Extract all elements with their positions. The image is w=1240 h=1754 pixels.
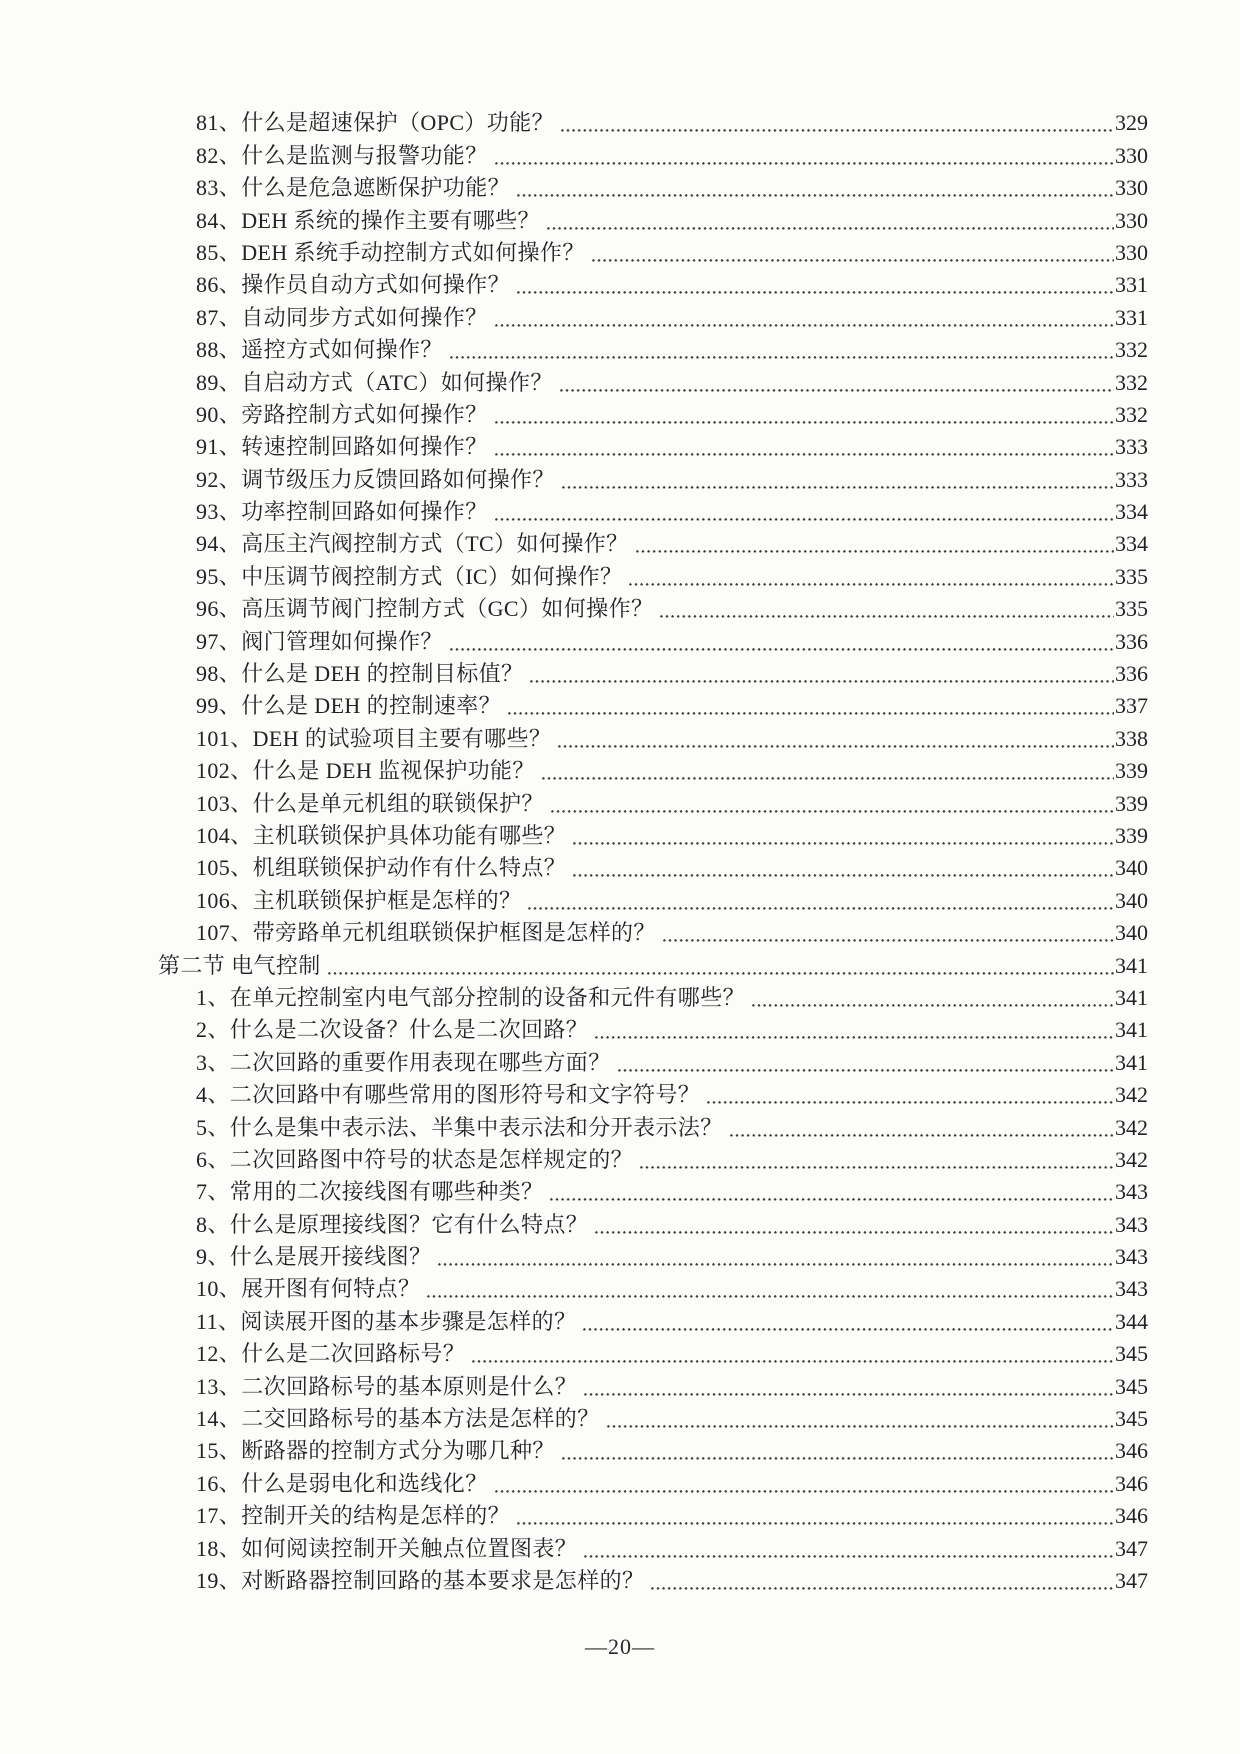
toc-entry-label: 15、断路器的控制方式分为哪几种？ (196, 1438, 555, 1464)
toc-row (0, 494, 1240, 526)
toc-row (0, 1465, 1240, 1497)
toc-row (0, 591, 1240, 623)
toc-row (0, 170, 1240, 202)
dotted-leader (495, 324, 1114, 327)
toc-row (0, 623, 1240, 655)
toc-entry-label: 84、DEH 系统的操作主要有哪些？ (196, 207, 540, 233)
toc-entry-label: 89、自启动方式（ATC）如何操作？ (196, 369, 553, 395)
toc-page-number: 332 (1115, 369, 1148, 395)
dotted-leader (542, 777, 1114, 780)
toc-page-number: 345 (1115, 1406, 1148, 1432)
toc-row (0, 1563, 1240, 1595)
toc-entry-label: 83、什么是危急遮断保护功能？ (196, 175, 511, 201)
toc-row (0, 202, 1240, 234)
dotted-leader (607, 1425, 1114, 1428)
dotted-leader (328, 972, 1114, 975)
toc-page-number: 330 (1115, 175, 1148, 201)
toc-page-number: 338 (1115, 725, 1148, 751)
dotted-leader (517, 291, 1114, 294)
dotted-leader (547, 227, 1114, 230)
toc-entry-label: 96、高压调节阀门控制方式（GC）如何操作？ (196, 596, 654, 622)
toc-row (0, 1336, 1240, 1368)
toc-page-number: 336 (1115, 661, 1148, 687)
toc-row (0, 364, 1240, 396)
toc-page-number: 337 (1115, 693, 1148, 719)
toc-page-number: 343 (1115, 1244, 1148, 1270)
toc-row (0, 105, 1240, 137)
toc-entry-label: 106、主机联锁保护框是怎样的？ (196, 887, 522, 913)
toc-page-number: 333 (1115, 434, 1148, 460)
toc-entry-label: 87、自动同步方式如何操作？ (196, 304, 488, 330)
toc-page-number: 332 (1115, 337, 1148, 363)
toc-page-number: 334 (1115, 531, 1148, 557)
toc-entry-label: 14、二交回路标号的基本方法是怎样的？ (196, 1406, 600, 1432)
toc-entry-label: 92、调节级压力反馈回路如何操作？ (196, 466, 555, 492)
toc-row (0, 1530, 1240, 1562)
dotted-leader (558, 745, 1114, 748)
dotted-leader (528, 907, 1114, 910)
toc-entry-label: 19、对断路器控制回路的基本要求是怎样的？ (196, 1567, 645, 1593)
dotted-leader (562, 486, 1114, 489)
dotted-leader (472, 1360, 1114, 1363)
toc-page-number: 340 (1115, 920, 1148, 946)
dotted-leader (450, 356, 1114, 359)
toc-row (0, 1239, 1240, 1271)
toc-row (0, 558, 1240, 590)
dotted-leader (438, 1263, 1114, 1266)
toc-entry-label: 11、阅读展开图的基本步骤是怎样的？ (196, 1308, 577, 1334)
toc-entry-label: 86、操作员自动方式如何操作？ (196, 272, 511, 298)
dotted-leader (583, 1328, 1114, 1331)
toc-row (0, 137, 1240, 169)
toc-entry-label: 1、在单元控制室内电气部分控制的设备和元件有哪些？ (196, 984, 746, 1010)
toc-row (0, 818, 1240, 850)
toc-page-number: 335 (1115, 596, 1148, 622)
toc-row (0, 850, 1240, 882)
dotted-leader (707, 1101, 1114, 1104)
toc-row (0, 1206, 1240, 1238)
toc-page-number: 333 (1115, 466, 1148, 492)
toc-entry-label: 13、二次回路标号的基本原则是什么？ (196, 1373, 578, 1399)
page-footer-number: —20— (585, 1634, 655, 1659)
toc-page-number: 342 (1115, 1114, 1148, 1140)
toc-page-number: 343 (1115, 1211, 1148, 1237)
dotted-leader (752, 1004, 1114, 1007)
toc-entry-label: 16、什么是弱电化和选线化？ (196, 1470, 488, 1496)
toc-page-number: 340 (1115, 887, 1148, 913)
toc-entry-label: 94、高压主汽阀控制方式（TC）如何操作？ (196, 531, 629, 557)
toc-entry-label: 5、什么是集中表示法、半集中表示法和分开表示法？ (196, 1114, 723, 1140)
toc-entry-label: 104、主机联锁保护具体功能有哪些？ (196, 822, 567, 848)
dotted-leader (560, 389, 1114, 392)
toc-page-number: 331 (1115, 272, 1148, 298)
toc-entry-label: 8、什么是原理接线图？它有什么特点？ (196, 1211, 589, 1237)
toc-page-number: 330 (1115, 207, 1148, 233)
dotted-leader (730, 1134, 1114, 1137)
toc-row (0, 1077, 1240, 1109)
toc-entry-label: 82、什么是监测与报警功能？ (196, 142, 488, 168)
toc-entry-label: 101、DEH 的试验项目主要有哪些？ (196, 725, 552, 751)
toc-row (0, 1498, 1240, 1530)
dotted-leader (561, 129, 1114, 132)
toc-page-number: 342 (1115, 1146, 1148, 1172)
toc-row (0, 720, 1240, 752)
toc-page-number: 341 (1115, 1049, 1148, 1075)
toc-row (0, 299, 1240, 331)
toc-row (0, 1368, 1240, 1400)
dotted-leader (551, 810, 1114, 813)
table-of-contents (0, 105, 1240, 1595)
toc-row (0, 1142, 1240, 1174)
toc-page-number: 343 (1115, 1276, 1148, 1302)
toc-row (0, 1044, 1240, 1076)
dotted-leader (495, 162, 1114, 165)
toc-row (0, 753, 1240, 785)
toc-page-number: 330 (1115, 142, 1148, 168)
dotted-leader (660, 615, 1114, 618)
toc-row (0, 947, 1240, 979)
toc-entry-label: 81、什么是超速保护（OPC）功能？ (196, 110, 554, 136)
toc-page-number: 339 (1115, 758, 1148, 784)
toc-page-number: 343 (1115, 1179, 1148, 1205)
toc-entry-label: 102、什么是 DEH 监视保护功能？ (196, 758, 535, 784)
toc-page-number: 347 (1115, 1567, 1148, 1593)
dotted-leader (517, 194, 1114, 197)
toc-row (0, 397, 1240, 429)
toc-entry-label: 第二节 电气控制 (158, 952, 321, 978)
toc-entry-label: 98、什么是 DEH 的控制目标值？ (196, 661, 524, 687)
toc-page-number: 331 (1115, 304, 1148, 330)
toc-row (0, 688, 1240, 720)
toc-page-number: 346 (1115, 1438, 1148, 1464)
dotted-leader (450, 648, 1114, 651)
dotted-leader (573, 874, 1114, 877)
dotted-leader (495, 518, 1114, 521)
toc-row (0, 332, 1240, 364)
toc-row (0, 882, 1240, 914)
toc-entry-label: 97、阀门管理如何操作？ (196, 628, 443, 654)
dotted-leader (584, 1555, 1114, 1558)
toc-page-number: 344 (1115, 1308, 1148, 1334)
toc-row (0, 1109, 1240, 1141)
toc-entry-label: 99、什么是 DEH 的控制速率？ (196, 693, 502, 719)
dotted-leader (495, 421, 1114, 424)
toc-entry-label: 6、二次回路图中符号的状态是怎样规定的？ (196, 1146, 634, 1172)
dotted-leader (573, 842, 1114, 845)
toc-entry-label: 107、带旁路单元机组联锁保护框图是怎样的？ (196, 920, 656, 946)
toc-row (0, 267, 1240, 299)
toc-row (0, 1174, 1240, 1206)
toc-page-number: 346 (1115, 1470, 1148, 1496)
toc-row (0, 980, 1240, 1012)
toc-entry-label: 9、什么是展开接线图？ (196, 1244, 432, 1270)
toc-entry-label: 4、二次回路中有哪些常用的图形符号和文字符号？ (196, 1082, 701, 1108)
toc-page-number: 336 (1115, 628, 1148, 654)
dotted-leader (651, 1587, 1114, 1590)
toc-page-number: 347 (1115, 1535, 1148, 1561)
dotted-leader (595, 1231, 1114, 1234)
dotted-leader (495, 1490, 1114, 1493)
toc-page-number: 341 (1115, 984, 1148, 1010)
toc-row (0, 1271, 1240, 1303)
toc-entry-label: 18、如何阅读控制开关触点位置图表？ (196, 1535, 578, 1561)
toc-page-number: 332 (1115, 401, 1148, 427)
toc-entry-label: 2、什么是二次设备？什么是二次回路？ (196, 1017, 589, 1043)
toc-row (0, 1433, 1240, 1465)
toc-row (0, 526, 1240, 558)
toc-entry-label: 85、DEH 系统手动控制方式如何操作？ (196, 239, 585, 265)
dotted-leader (618, 1069, 1114, 1072)
dotted-leader (592, 259, 1114, 262)
toc-entry-label: 103、什么是单元机组的联锁保护？ (196, 790, 544, 816)
toc-page-number: 330 (1115, 239, 1148, 265)
toc-page-number: 334 (1115, 499, 1148, 525)
dotted-leader (636, 550, 1114, 553)
dotted-leader (495, 453, 1114, 456)
toc-entry-label: 88、遥控方式如何操作？ (196, 337, 443, 363)
toc-row (0, 461, 1240, 493)
toc-page-number: 342 (1115, 1082, 1148, 1108)
toc-entry-label: 95、中压调节阀控制方式（IC）如何操作？ (196, 563, 623, 589)
toc-row (0, 915, 1240, 947)
toc-page-number: 339 (1115, 822, 1148, 848)
toc-entry-label: 10、展开图有何特点？ (196, 1276, 421, 1302)
dotted-leader (640, 1166, 1114, 1169)
toc-page-number: 329 (1115, 110, 1148, 136)
dotted-leader (629, 583, 1114, 586)
toc-entry-label: 12、什么是二次回路标号？ (196, 1341, 466, 1367)
toc-row (0, 656, 1240, 688)
toc-row (0, 1012, 1240, 1044)
dotted-leader (530, 680, 1114, 683)
toc-row (0, 1401, 1240, 1433)
toc-page-number: 339 (1115, 790, 1148, 816)
toc-page-number: 341 (1115, 1017, 1148, 1043)
toc-row (0, 785, 1240, 817)
toc-entry-label: 7、常用的二次接线图有哪些种类？ (196, 1179, 544, 1205)
toc-entry-label: 3、二次回路的重要作用表现在哪些方面？ (196, 1049, 611, 1075)
toc-entry-label: 91、转速控制回路如何操作？ (196, 434, 488, 460)
dotted-leader (508, 712, 1114, 715)
toc-row (0, 235, 1240, 267)
dotted-leader (550, 1198, 1114, 1201)
toc-page-number: 346 (1115, 1503, 1148, 1529)
dotted-leader (584, 1393, 1114, 1396)
dotted-leader (427, 1295, 1114, 1298)
toc-entry-label: 105、机组联锁保护动作有什么特点？ (196, 855, 567, 881)
toc-page-number: 335 (1115, 563, 1148, 589)
toc-row (0, 1303, 1240, 1335)
dotted-leader (595, 1036, 1114, 1039)
toc-entry-label: 90、旁路控制方式如何操作？ (196, 401, 488, 427)
toc-page-number: 341 (1115, 952, 1148, 978)
toc-entry-label: 93、功率控制回路如何操作？ (196, 499, 488, 525)
dotted-leader (663, 939, 1114, 942)
toc-row (0, 429, 1240, 461)
dotted-leader (562, 1457, 1114, 1460)
toc-page-number: 340 (1115, 855, 1148, 881)
toc-entry-label: 17、控制开关的结构是怎样的？ (196, 1503, 511, 1529)
dotted-leader (517, 1522, 1114, 1525)
toc-page-number: 345 (1115, 1373, 1148, 1399)
toc-page-number: 345 (1115, 1341, 1148, 1367)
